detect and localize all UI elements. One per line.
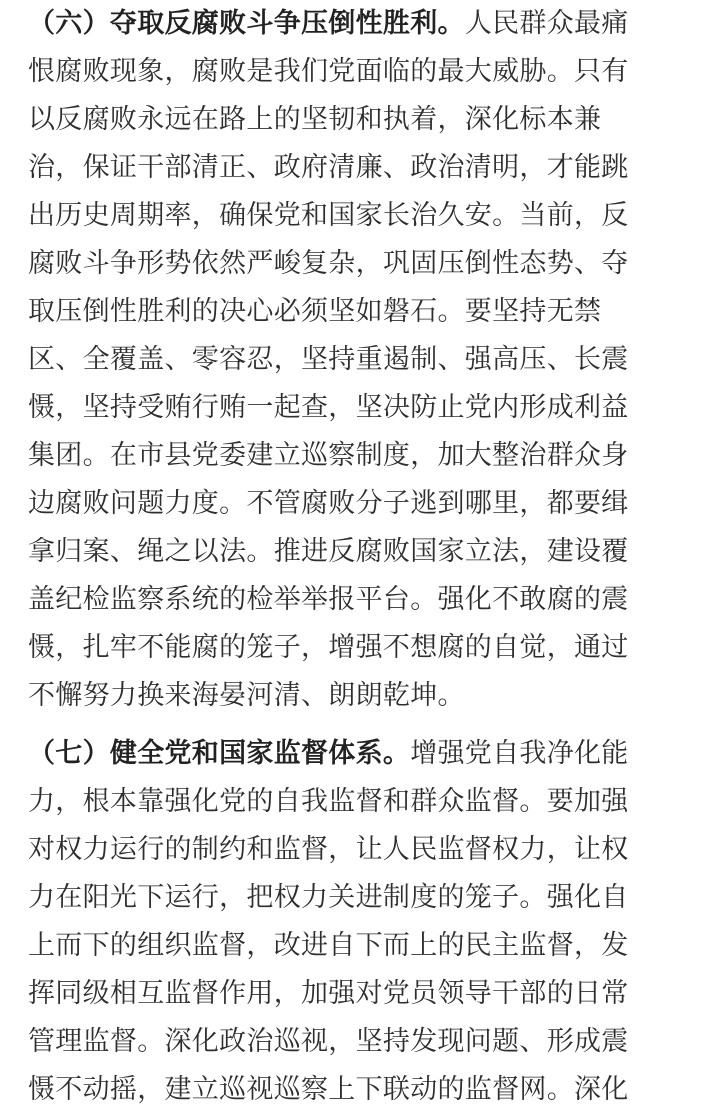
paragraph-line: 集团。在市县党委建立巡察制度，加大整治群众身	[28, 440, 629, 471]
first-line-text: 增强党自我净化能	[410, 738, 629, 769]
paragraph-line: 力，根本靠强化党的自我监督和群众监督。要加强	[28, 786, 629, 817]
paragraph-line: 以反腐败永远在路上的坚韧和执着，深化标本兼	[28, 104, 602, 135]
paragraph-line: 力在阳光下运行，把权力关进制度的笼子。强化自	[28, 882, 629, 913]
paragraph-line: 边腐败问题力度。不管腐败分子逃到哪里，都要缉	[28, 488, 629, 519]
paragraph-line: 出历史周期率，确保党和国家长治久安。当前，反	[28, 200, 629, 231]
paragraph-seven	[28, 730, 688, 1114]
paragraph-line: 管理监督。深化政治巡视，坚持发现问题、形成震	[28, 1026, 629, 1057]
paragraph-line: 盖纪检监察系统的检举举报平台。强化不敢腐的震	[28, 584, 629, 615]
paragraph-line: 不懈努力换来海晏河清、朗朗乾坤。	[28, 680, 465, 711]
first-line-text: 人民群众最痛	[464, 8, 629, 39]
section-heading: （六）夺取反腐败斗争压倒性胜利。	[28, 8, 465, 39]
paragraph-first-line	[28, 0, 688, 48]
paragraph-line: 拿归案、绳之以法。推进反腐败国家立法，建设覆	[28, 536, 629, 567]
paragraph-line: 挥同级相互监督作用，加强对党员领导干部的日常	[28, 978, 629, 1009]
paragraph-line: 治，保证干部清正、政府清廉、政治清明，才能跳	[28, 152, 629, 183]
section-heading: （七）健全党和国家监督体系。	[28, 738, 411, 769]
paragraph-line: 慑，坚持受贿行贿一起查，坚决防止党内形成利益	[28, 392, 629, 423]
paragraph-line: 腐败斗争形势依然严峻复杂，巩固压倒性态势、夺	[28, 248, 629, 279]
paragraph-line: 区、全覆盖、零容忍，坚持重遏制、强高压、长震	[28, 344, 629, 375]
paragraph-line: 对权力运行的制约和监督，让人民监督权力，让权	[28, 834, 629, 865]
paragraph-line: 取压倒性胜利的决心必须坚如磐石。要坚持无禁	[28, 296, 602, 327]
paragraph-line: 慑，扎牢不能腐的笼子，增强不想腐的自觉，通过	[28, 632, 629, 663]
paragraph-six	[28, 0, 688, 720]
paragraph-line: 恨腐败现象，腐败是我们党面临的最大威胁。只有	[28, 56, 629, 87]
paragraph-line: 慑不动摇，建立巡视巡察上下联动的监督网。深化	[28, 1074, 629, 1105]
paragraph-line: 上而下的组织监督，改进自下而上的民主监督，发	[28, 930, 629, 961]
paragraph-first-line	[28, 730, 688, 778]
